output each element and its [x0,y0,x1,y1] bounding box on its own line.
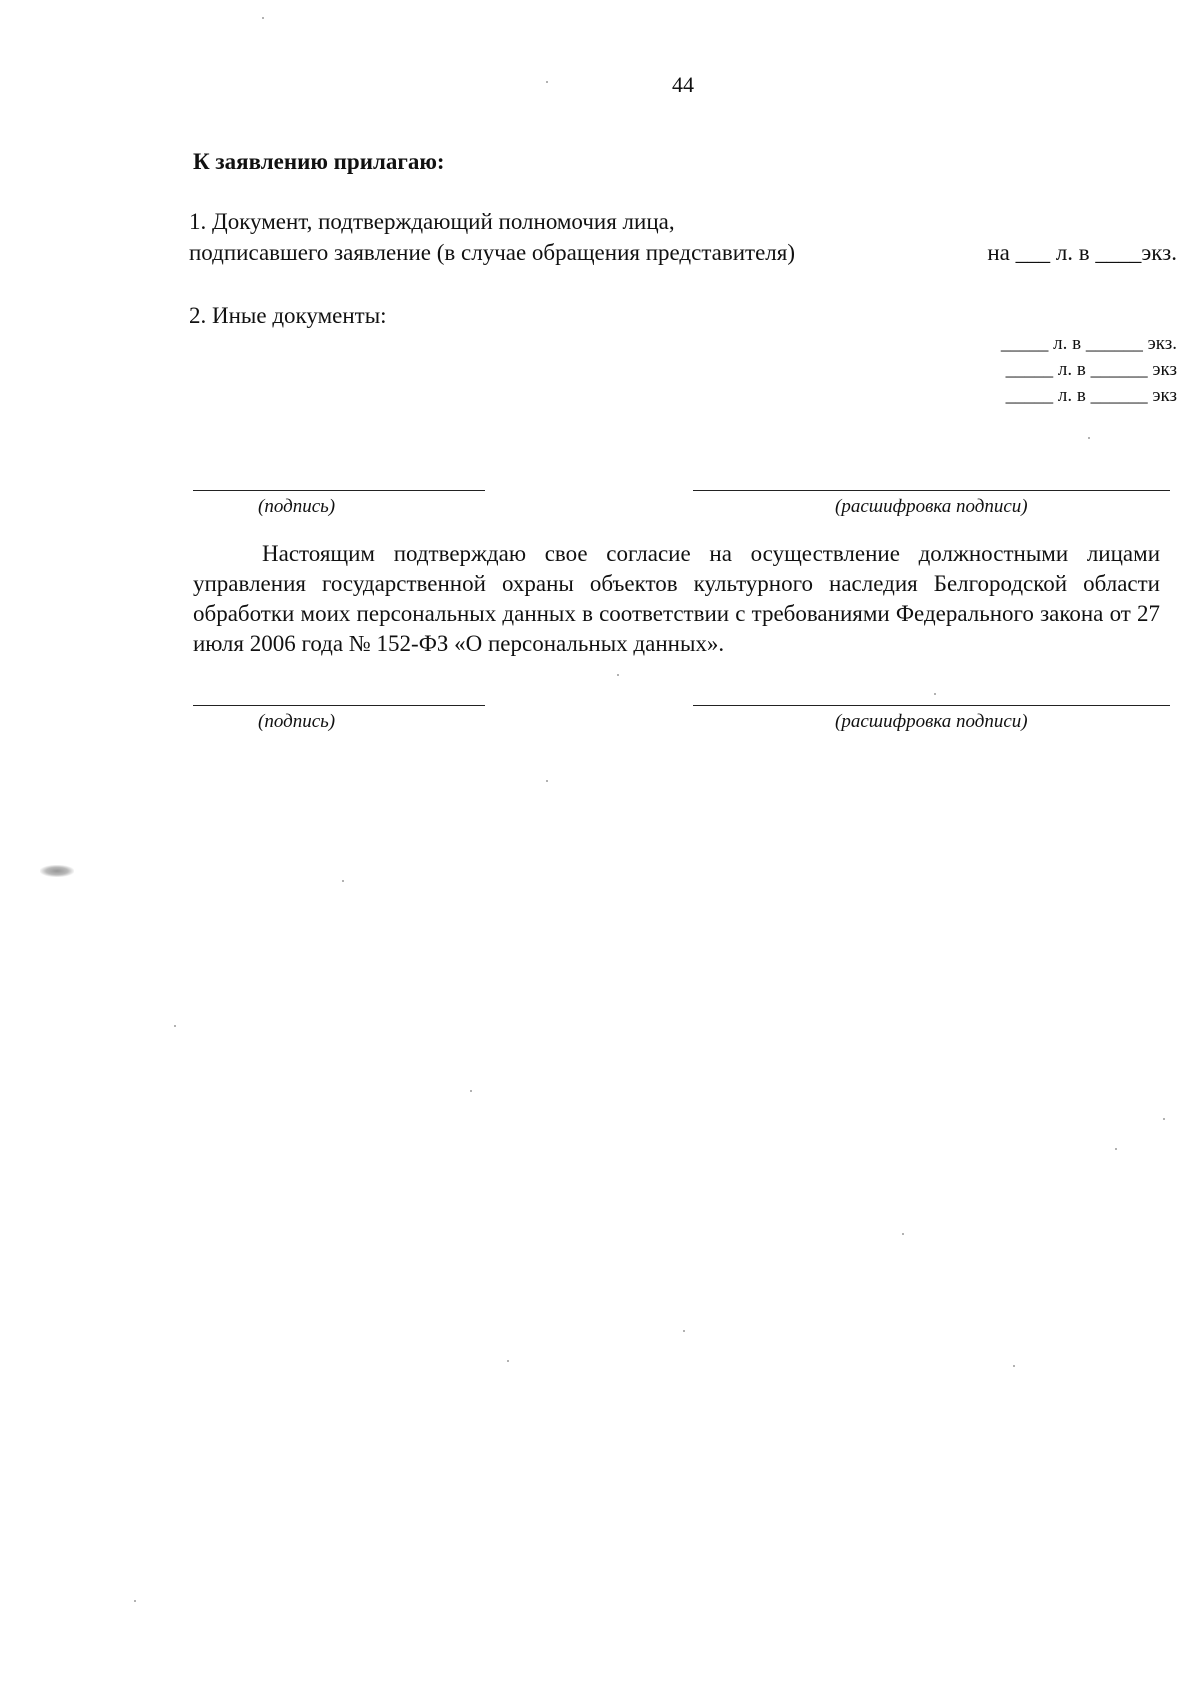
scan-speck [1115,1148,1117,1150]
scan-speck [342,880,344,882]
signature-line [193,705,485,706]
scan-speck [262,17,264,19]
personal-data-consent-paragraph: Настоящим подтверждаю свое согласие на осуществление должностными лицами управления государственной охраны объектов культурного наследия Белгородской области обработки моих персональных данных в соответствии с требованиями Федерального закона от 27 июля 2006 года № 152-ФЗ «О персональных данных». [193,541,1160,656]
attachment-item-2-label: 2. Иные документы: [189,303,387,328]
attachment-item-1-line-1: 1. Документ, подтверждающий полномочия лица, [189,209,675,234]
scan-speck [934,693,936,695]
scan-speck [1088,437,1090,439]
signature-decoding-line [693,490,1170,491]
other-documents-row: _____ л. в ______ экз [1005,385,1177,406]
other-documents-row: _____ л. в ______ экз. [1000,333,1177,354]
scan-speck [683,1330,685,1332]
scan-speck [546,780,548,782]
scan-speck [174,1025,176,1027]
scan-smudge [40,865,74,877]
signature-decoding-caption: (расшифровка подписи) [835,496,1028,517]
scan-speck [902,1233,904,1235]
signature-caption: (подпись) [258,496,336,517]
scan-speck [546,81,548,83]
scan-speck [134,1600,136,1602]
attachments-heading: К заявлению прилагаю: [193,149,445,174]
attachment-item-1-pages-copies: на ___ л. в ____экз. [987,240,1177,265]
signature-decoding-line [693,705,1170,706]
scan-speck [617,674,619,676]
scan-speck [470,1090,472,1092]
signature-line [193,490,485,491]
scan-speck [507,1360,509,1362]
signature-caption: (подпись) [258,711,336,732]
attachment-item-1-line-2: подписавшего заявление (в случае обращения представителя) [189,240,796,265]
page-number: 44 [672,72,694,97]
other-documents-row: _____ л. в ______ экз [1005,359,1177,380]
scan-speck [1013,1365,1015,1367]
signature-decoding-caption: (расшифровка подписи) [835,711,1028,732]
scan-speck [1163,1118,1165,1120]
